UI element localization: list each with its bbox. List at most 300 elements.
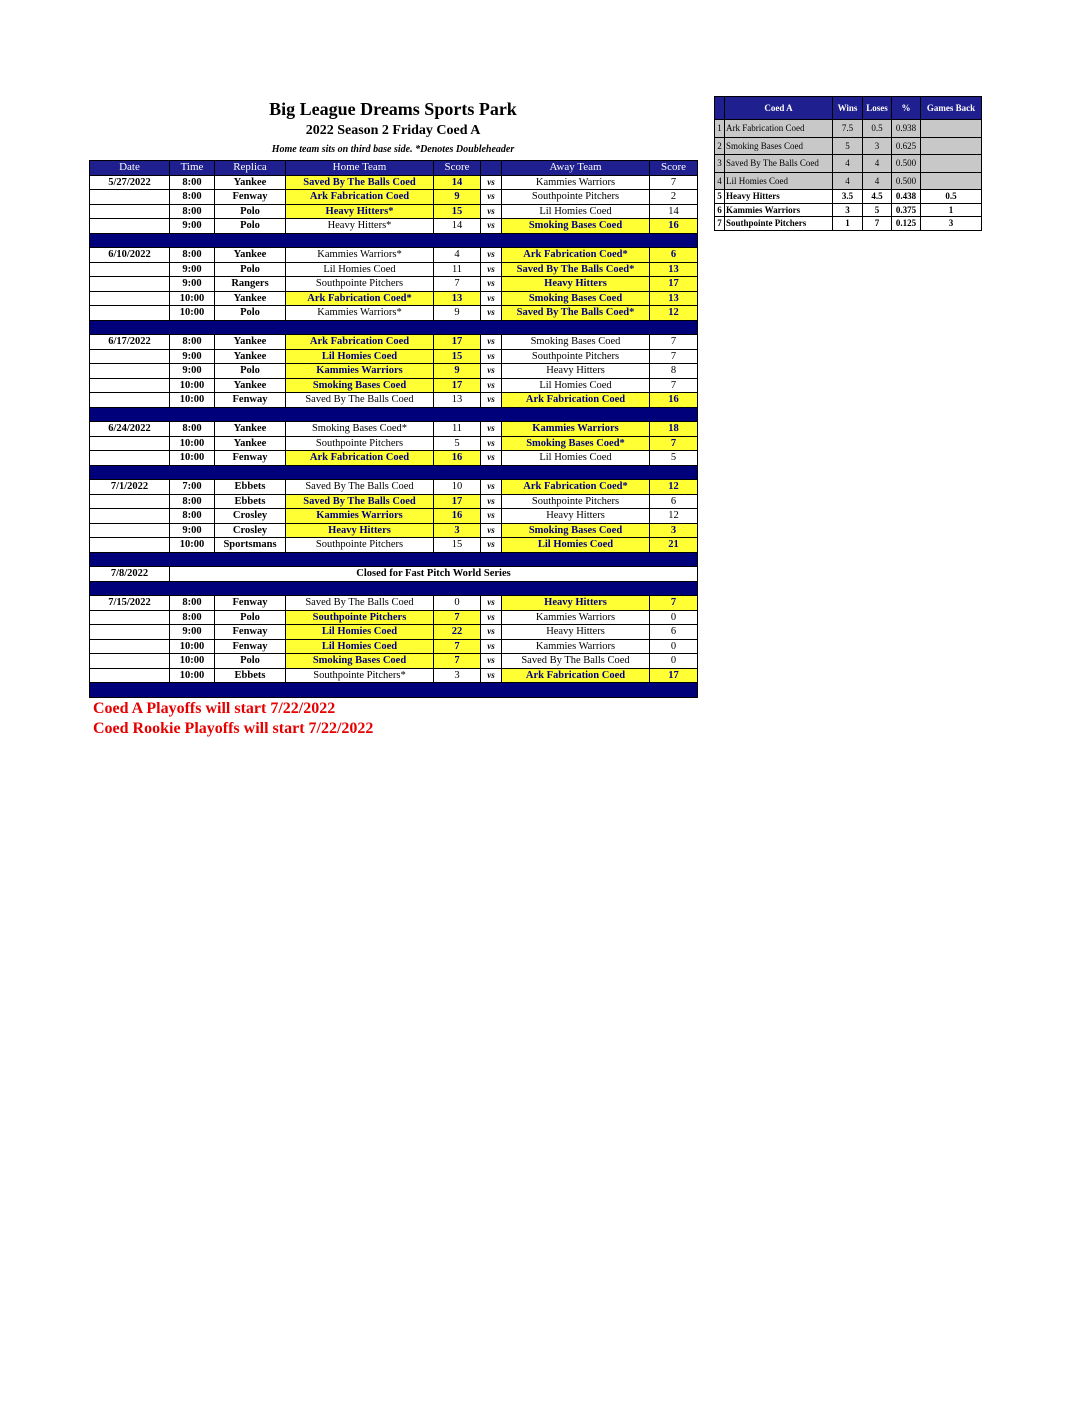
home-team-cell: Lil Homies Coed (286, 625, 434, 640)
standings-row (715, 120, 982, 138)
home-score-cell: 15 (434, 349, 481, 364)
col-date: Date (90, 161, 170, 176)
pct-cell: 0.500 (892, 155, 921, 173)
losses-cell: 4 (863, 172, 892, 190)
rank-cell: 7 (715, 217, 725, 231)
rank-cell: 1 (715, 120, 725, 138)
date-cell (90, 610, 170, 625)
replica-cell: Yankee (215, 175, 286, 190)
away-team-cell: Smoking Bases Coed (502, 291, 650, 306)
vs-cell: vs (481, 436, 502, 451)
standings-row (715, 172, 982, 190)
away-score-cell: 7 (650, 596, 698, 611)
away-score-cell: 0 (650, 654, 698, 669)
replica-cell: Crosley (215, 509, 286, 524)
home-score-cell: 14 (434, 219, 481, 234)
week-separator-row (90, 407, 698, 422)
away-score-cell: 13 (650, 262, 698, 277)
games-back-cell: 1 (921, 203, 982, 217)
team-cell: Lil Homies Coed (725, 172, 833, 190)
away-score-cell: 2 (650, 190, 698, 205)
time-cell: 8:00 (170, 596, 215, 611)
date-cell: 5/27/2022 (90, 175, 170, 190)
replica-cell: Polo (215, 610, 286, 625)
home-team-cell: Kammies Warriors (286, 364, 434, 379)
time-cell: 8:00 (170, 509, 215, 524)
date-cell (90, 262, 170, 277)
home-score-cell: 14 (434, 175, 481, 190)
replica-cell: Polo (215, 262, 286, 277)
team-cell: Southpointe Pitchers (725, 217, 833, 231)
away-team-cell: Southpointe Pitchers (502, 190, 650, 205)
separator-cell (90, 581, 698, 596)
away-team-cell: Saved By The Balls Coed* (502, 306, 650, 321)
week-separator-row (90, 233, 698, 248)
wins-cell: 7.5 (833, 120, 863, 138)
home-score-cell: 17 (434, 378, 481, 393)
replica-cell: Yankee (215, 349, 286, 364)
table-row (90, 668, 698, 683)
home-team-cell: Southpointe Pitchers (286, 538, 434, 553)
replica-cell: Fenway (215, 639, 286, 654)
time-cell: 8:00 (170, 190, 215, 205)
time-cell: 8:00 (170, 422, 215, 437)
separator-cell (90, 465, 698, 480)
away-score-cell: 7 (650, 175, 698, 190)
away-team-cell: Smoking Bases Coed (502, 335, 650, 350)
pct-cell: 0.125 (892, 217, 921, 231)
home-team-cell: Ark Fabrication Coed (286, 335, 434, 350)
home-team-cell: Southpointe Pitchers* (286, 668, 434, 683)
home-team-cell: Ark Fabrication Coed* (286, 291, 434, 306)
home-score-cell: 7 (434, 639, 481, 654)
home-team-cell: Smoking Bases Coed* (286, 422, 434, 437)
vs-cell: vs (481, 610, 502, 625)
losses-cell: 5 (863, 203, 892, 217)
replica-cell: Polo (215, 219, 286, 234)
playoff-note-coed-rookie: Coed Rookie Playoffs will start 7/22/2022 (93, 720, 374, 737)
home-score-cell: 13 (434, 393, 481, 408)
wins-cell: 1 (833, 217, 863, 231)
time-cell: 10:00 (170, 436, 215, 451)
away-team-cell: Heavy Hitters (502, 277, 650, 292)
vs-cell: vs (481, 364, 502, 379)
vs-cell: vs (481, 349, 502, 364)
rank-cell: 6 (715, 203, 725, 217)
away-team-cell: Ark Fabrication Coed (502, 393, 650, 408)
team-cell: Saved By The Balls Coed (725, 155, 833, 173)
standings-losses-col: Loses (863, 97, 892, 120)
date-cell (90, 349, 170, 364)
replica-cell: Yankee (215, 378, 286, 393)
losses-cell: 7 (863, 217, 892, 231)
away-team-cell: Saved By The Balls Coed* (502, 262, 650, 277)
date-cell: 6/24/2022 (90, 422, 170, 437)
away-score-cell: 0 (650, 610, 698, 625)
replica-cell: Sportsmans (215, 538, 286, 553)
schedule-note: Home team sits on third base side. *Denotes Doubleheader (271, 144, 515, 155)
time-cell: 8:00 (170, 248, 215, 263)
vs-cell: vs (481, 625, 502, 640)
home-score-cell: 16 (434, 509, 481, 524)
pct-cell: 0.625 (892, 137, 921, 155)
home-score-cell: 11 (434, 262, 481, 277)
separator-cell (90, 320, 698, 335)
date-cell (90, 538, 170, 553)
wins-cell: 4 (833, 172, 863, 190)
home-score-cell: 9 (434, 306, 481, 321)
replica-cell: Fenway (215, 625, 286, 640)
schedule-table (89, 160, 698, 698)
home-score-cell: 17 (434, 494, 481, 509)
home-score-cell: 9 (434, 190, 481, 205)
date-cell (90, 378, 170, 393)
replica-cell: Polo (215, 654, 286, 669)
standings-wins-col: Wins (833, 97, 863, 120)
col-vs (481, 161, 502, 176)
away-score-cell: 16 (650, 393, 698, 408)
away-score-cell: 3 (650, 523, 698, 538)
away-team-cell: Heavy Hitters (502, 596, 650, 611)
away-team-cell: Lil Homies Coed (502, 538, 650, 553)
date-cell (90, 306, 170, 321)
vs-cell: vs (481, 306, 502, 321)
vs-cell: vs (481, 480, 502, 495)
table-row (90, 277, 698, 292)
home-score-cell: 7 (434, 610, 481, 625)
replica-cell: Fenway (215, 596, 286, 611)
home-team-cell: Southpointe Pitchers (286, 436, 434, 451)
away-score-cell: 7 (650, 349, 698, 364)
date-cell (90, 639, 170, 654)
home-team-cell: Lil Homies Coed (286, 639, 434, 654)
home-score-cell: 17 (434, 335, 481, 350)
away-score-cell: 12 (650, 509, 698, 524)
time-cell: 10:00 (170, 306, 215, 321)
closed-note: Closed for Fast Pitch World Series (170, 567, 698, 582)
date-cell: 7/1/2022 (90, 480, 170, 495)
col-replica: Replica (215, 161, 286, 176)
away-score-cell: 0 (650, 639, 698, 654)
table-row (90, 436, 698, 451)
standings-row (715, 155, 982, 173)
table-row (90, 509, 698, 524)
vs-cell: vs (481, 538, 502, 553)
date-cell (90, 291, 170, 306)
away-score-cell: 6 (650, 248, 698, 263)
vs-cell: vs (481, 262, 502, 277)
replica-cell: Yankee (215, 291, 286, 306)
replica-cell: Yankee (215, 422, 286, 437)
vs-cell: vs (481, 175, 502, 190)
time-cell: 9:00 (170, 523, 215, 538)
table-row (90, 262, 698, 277)
playoff-note-coed-a: Coed A Playoffs will start 7/22/2022 (93, 700, 336, 717)
home-team-cell: Ark Fabrication Coed (286, 451, 434, 466)
replica-cell: Fenway (215, 190, 286, 205)
away-team-cell: Ark Fabrication Coed* (502, 248, 650, 263)
away-team-cell: Heavy Hitters (502, 625, 650, 640)
away-team-cell: Lil Homies Coed (502, 204, 650, 219)
week-separator-row (90, 683, 698, 698)
home-score-cell: 3 (434, 523, 481, 538)
time-cell: 10:00 (170, 668, 215, 683)
replica-cell: Yankee (215, 436, 286, 451)
time-cell: 9:00 (170, 625, 215, 640)
vs-cell: vs (481, 335, 502, 350)
home-score-cell: 0 (434, 596, 481, 611)
home-score-cell: 7 (434, 277, 481, 292)
home-score-cell: 22 (434, 625, 481, 640)
time-cell: 9:00 (170, 364, 215, 379)
date-cell (90, 190, 170, 205)
table-row (90, 291, 698, 306)
home-team-cell: Saved By The Balls Coed (286, 596, 434, 611)
schedule-header-row (90, 161, 698, 176)
wins-cell: 4 (833, 155, 863, 173)
table-row (90, 422, 698, 437)
team-cell: Ark Fabrication Coed (725, 120, 833, 138)
vs-cell: vs (481, 639, 502, 654)
wins-cell: 3 (833, 203, 863, 217)
table-row (90, 175, 698, 190)
table-row (90, 364, 698, 379)
vs-cell: vs (481, 654, 502, 669)
col-time: Time (170, 161, 215, 176)
team-cell: Heavy Hitters (725, 190, 833, 204)
date-cell (90, 451, 170, 466)
col-away-team: Away Team (502, 161, 650, 176)
losses-cell: 0.5 (863, 120, 892, 138)
date-cell (90, 204, 170, 219)
home-team-cell: Ark Fabrication Coed (286, 190, 434, 205)
vs-cell: vs (481, 378, 502, 393)
vs-cell: vs (481, 451, 502, 466)
away-score-cell: 6 (650, 625, 698, 640)
pct-cell: 0.375 (892, 203, 921, 217)
date-cell (90, 436, 170, 451)
vs-cell: vs (481, 219, 502, 234)
vs-cell: vs (481, 668, 502, 683)
replica-cell: Ebbets (215, 494, 286, 509)
table-row (90, 639, 698, 654)
replica-cell: Polo (215, 306, 286, 321)
date-cell (90, 523, 170, 538)
home-team-cell: Heavy Hitters* (286, 219, 434, 234)
away-team-cell: Southpointe Pitchers (502, 349, 650, 364)
away-score-cell: 7 (650, 378, 698, 393)
home-team-cell: Saved By The Balls Coed (286, 175, 434, 190)
home-team-cell: Kammies Warriors* (286, 306, 434, 321)
vs-cell: vs (481, 291, 502, 306)
games-back-cell (921, 120, 982, 138)
vs-cell: vs (481, 523, 502, 538)
table-row (90, 190, 698, 205)
week-separator-row (90, 581, 698, 596)
pct-cell: 0.938 (892, 120, 921, 138)
table-row (90, 654, 698, 669)
schedule-row-closed (90, 567, 698, 582)
page-title: Big League Dreams Sports Park (269, 99, 517, 119)
home-team-cell: Heavy Hitters* (286, 204, 434, 219)
rank-cell: 3 (715, 155, 725, 173)
table-row (90, 494, 698, 509)
standings-gb-col: Games Back (921, 97, 982, 120)
separator-cell (90, 552, 698, 567)
table-row (90, 248, 698, 263)
replica-cell: Fenway (215, 451, 286, 466)
away-team-cell: Southpointe Pitchers (502, 494, 650, 509)
time-cell: 10:00 (170, 639, 215, 654)
replica-cell: Fenway (215, 393, 286, 408)
replica-cell: Polo (215, 364, 286, 379)
vs-cell: vs (481, 248, 502, 263)
away-score-cell: 16 (650, 219, 698, 234)
page-subtitle: 2022 Season 2 Friday Coed A (305, 123, 481, 138)
standings-body (715, 120, 982, 231)
pct-cell: 0.438 (892, 190, 921, 204)
home-score-cell: 9 (434, 364, 481, 379)
home-team-cell: Lil Homies Coed (286, 349, 434, 364)
week-separator-row (90, 465, 698, 480)
replica-cell: Ebbets (215, 480, 286, 495)
home-score-cell: 16 (434, 451, 481, 466)
time-cell: 8:00 (170, 494, 215, 509)
time-cell: 8:00 (170, 335, 215, 350)
table-row (90, 625, 698, 640)
vs-cell: vs (481, 204, 502, 219)
away-team-cell: Smoking Bases Coed (502, 219, 650, 234)
table-row (90, 523, 698, 538)
home-score-cell: 15 (434, 538, 481, 553)
away-team-cell: Smoking Bases Coed (502, 523, 650, 538)
time-cell: 10:00 (170, 378, 215, 393)
home-score-cell: 7 (434, 654, 481, 669)
away-team-cell: Kammies Warriors (502, 175, 650, 190)
table-row (90, 538, 698, 553)
wins-cell: 5 (833, 137, 863, 155)
replica-cell: Rangers (215, 277, 286, 292)
away-score-cell: 6 (650, 494, 698, 509)
col-home-team: Home Team (286, 161, 434, 176)
losses-cell: 3 (863, 137, 892, 155)
team-cell: Smoking Bases Coed (725, 137, 833, 155)
away-team-cell: Smoking Bases Coed* (502, 436, 650, 451)
standings-header-row (715, 97, 982, 120)
rank-cell: 4 (715, 172, 725, 190)
table-row (90, 306, 698, 321)
date-cell: 7/8/2022 (90, 567, 170, 582)
games-back-cell (921, 137, 982, 155)
standings-row (715, 203, 982, 217)
time-cell: 10:00 (170, 538, 215, 553)
team-cell: Kammies Warriors (725, 203, 833, 217)
away-score-cell: 8 (650, 364, 698, 379)
table-row (90, 335, 698, 350)
vs-cell: vs (481, 422, 502, 437)
standings-rank-col (715, 97, 725, 120)
games-back-cell (921, 172, 982, 190)
table-row (90, 349, 698, 364)
away-team-cell: Heavy Hitters (502, 509, 650, 524)
away-team-cell: Kammies Warriors (502, 639, 650, 654)
replica-cell: Polo (215, 204, 286, 219)
home-team-cell: Saved By The Balls Coed (286, 393, 434, 408)
table-row (90, 610, 698, 625)
away-score-cell: 21 (650, 538, 698, 553)
replica-cell: Crosley (215, 523, 286, 538)
time-cell: 7:00 (170, 480, 215, 495)
home-score-cell: 13 (434, 291, 481, 306)
table-row (90, 596, 698, 611)
rank-cell: 2 (715, 137, 725, 155)
games-back-cell: 3 (921, 217, 982, 231)
table-row (90, 378, 698, 393)
pct-cell: 0.500 (892, 172, 921, 190)
replica-cell: Yankee (215, 335, 286, 350)
home-team-cell: Heavy Hitters (286, 523, 434, 538)
home-score-cell: 3 (434, 668, 481, 683)
replica-cell: Yankee (215, 248, 286, 263)
games-back-cell: 0.5 (921, 190, 982, 204)
home-team-cell: Lil Homies Coed (286, 262, 434, 277)
home-team-cell: Smoking Bases Coed (286, 378, 434, 393)
separator-cell (90, 683, 698, 698)
away-team-cell: Lil Homies Coed (502, 451, 650, 466)
losses-cell: 4.5 (863, 190, 892, 204)
standings-team-col: Coed A (725, 97, 833, 120)
date-cell (90, 625, 170, 640)
away-score-cell: 7 (650, 335, 698, 350)
date-cell: 6/10/2022 (90, 248, 170, 263)
home-team-cell: Saved By The Balls Coed (286, 480, 434, 495)
standings-row (715, 137, 982, 155)
games-back-cell (921, 155, 982, 173)
away-team-cell: Lil Homies Coed (502, 378, 650, 393)
date-cell (90, 668, 170, 683)
date-cell (90, 654, 170, 669)
date-cell (90, 219, 170, 234)
standings-table (714, 96, 982, 231)
away-score-cell: 13 (650, 291, 698, 306)
date-cell (90, 393, 170, 408)
vs-cell: vs (481, 393, 502, 408)
away-team-cell: Ark Fabrication Coed (502, 668, 650, 683)
time-cell: 10:00 (170, 291, 215, 306)
date-cell (90, 509, 170, 524)
vs-cell: vs (481, 494, 502, 509)
table-row (90, 204, 698, 219)
standings-pct-col: % (892, 97, 921, 120)
time-cell: 9:00 (170, 349, 215, 364)
time-cell: 9:00 (170, 262, 215, 277)
vs-cell: vs (481, 596, 502, 611)
home-score-cell: 15 (434, 204, 481, 219)
standings-row (715, 217, 982, 231)
away-team-cell: Ark Fabrication Coed* (502, 480, 650, 495)
away-score-cell: 17 (650, 668, 698, 683)
time-cell: 10:00 (170, 393, 215, 408)
time-cell: 9:00 (170, 277, 215, 292)
time-cell: 8:00 (170, 610, 215, 625)
time-cell: 8:00 (170, 175, 215, 190)
away-score-cell: 7 (650, 436, 698, 451)
losses-cell: 4 (863, 155, 892, 173)
away-score-cell: 12 (650, 480, 698, 495)
separator-cell (90, 233, 698, 248)
home-score-cell: 5 (434, 436, 481, 451)
schedule-body (90, 175, 698, 697)
